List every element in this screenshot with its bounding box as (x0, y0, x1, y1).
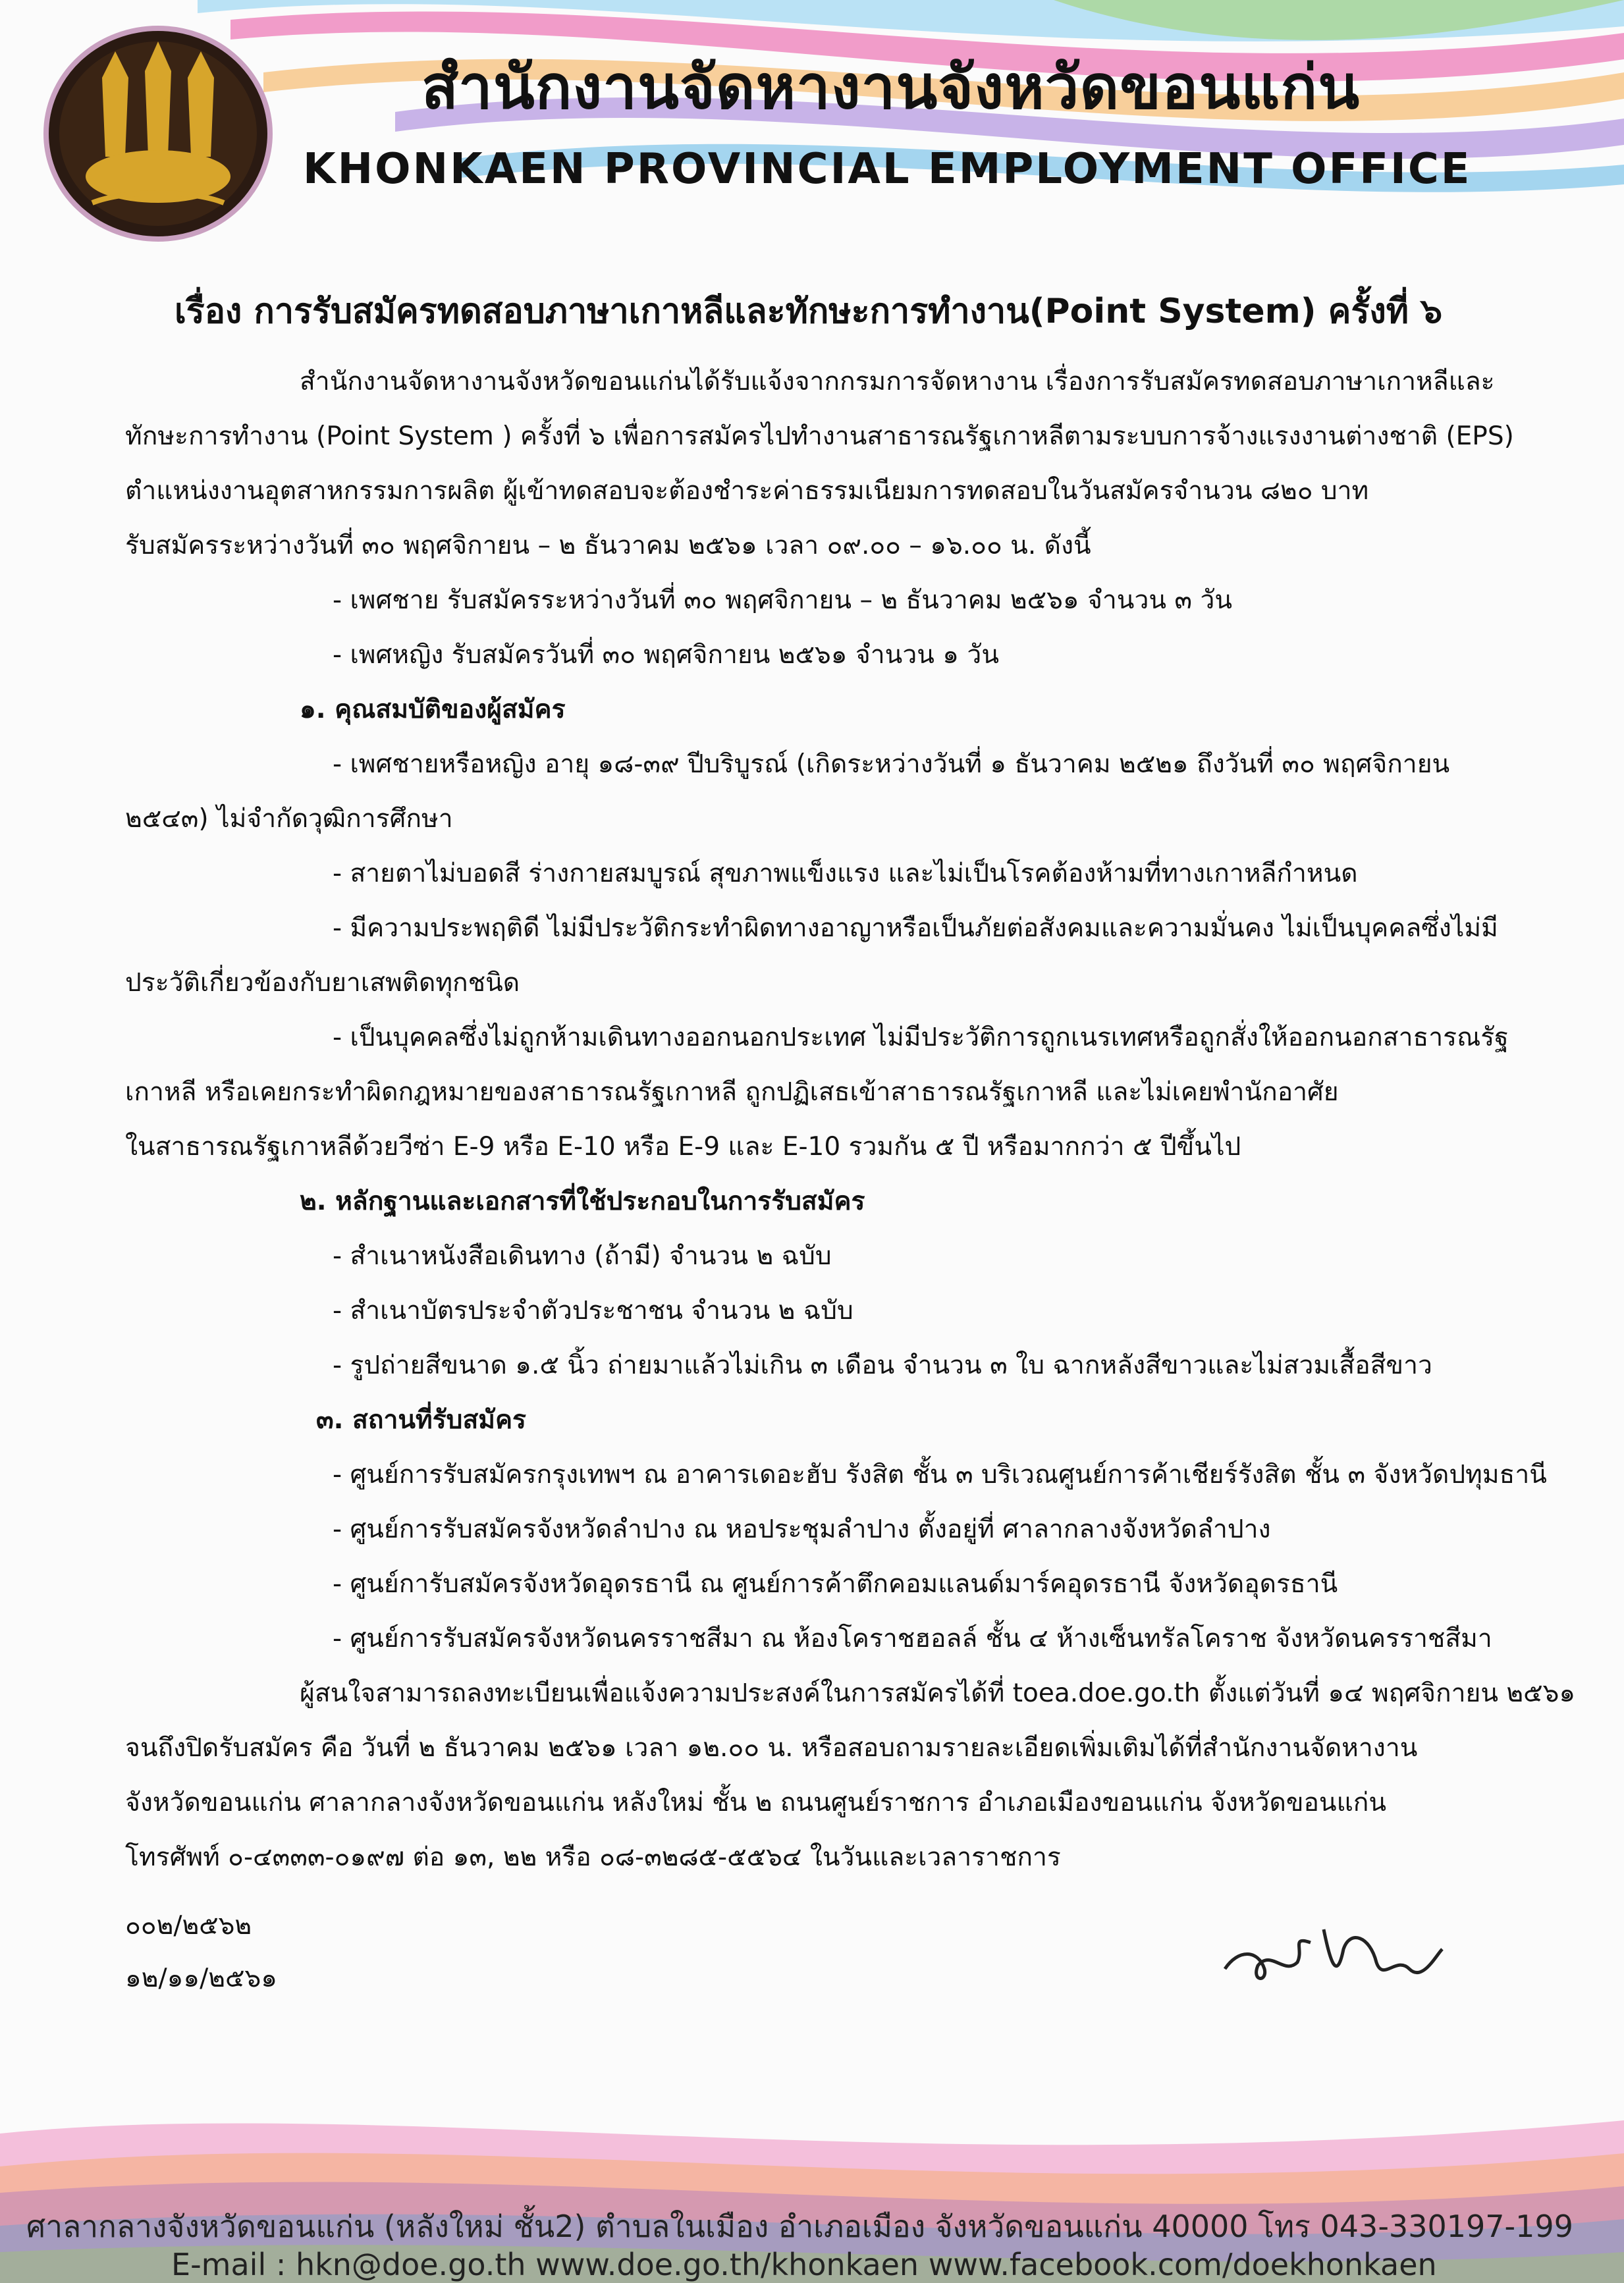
closing-line: จังหวัดขอนแก่น ศาลากลางจังหวัดขอนแก่น หลังใหม่ ชั้น ๒ ถนนศูนย์ราชการ อำเภอเมืองขอนแก่น จังหวัดขอนแก่น (125, 1788, 1386, 1817)
closing-line: โทรศัพท์ ๐-๔๓๓๓-๐๑๙๗ ต่อ ๑๓, ๒๒ หรือ ๐๘-๓๒๘๕-๕๕๖๔ ในวันและเวลาราชการ (125, 1842, 1061, 1872)
qualification-line: - สายตาไม่บอดสี ร่างกายสมบูรณ์ สุขภาพแข็งแรง และไม่เป็นโรคต้องห้ามที่ทางเกาหลีกำหนด (333, 859, 1358, 888)
qualification-line: - เพศชายหรือหญิง อายุ ๑๘-๓๙ ปีบริบูรณ์ (เกิดระหว่างวันที่ ๑ ธันวาคม ๒๕๒๑ ถึงวันที่ ๓๐ พฤศจิกายน (333, 749, 1450, 779)
qualification-line: - เป็นบุคคลซึ่งไม่ถูกห้ามเดินทางออกนอกประเทศ ไม่มีประวัติการถูกเนรเทศหรือถูกสั่งให้ออกนอกสาธารณรัฐ (333, 1023, 1509, 1052)
document-subject: เรื่อง การรับสมัครทดสอบภาษาเกาหลีและทักษะการทำงาน(Point System) ครั้งที่ ๖ (175, 292, 1443, 331)
qualification-line: - มีความประพฤติดี ไม่มีประวัติกระทำผิดทางอาญาหรือเป็นภัยต่อสังคมและความมั่นคง ไม่เป็นบุคคลซึ่งไม่มี (333, 913, 1498, 943)
qualification-line: ๒๕๔๓) ไม่จำกัดวุฒิการศึกษา (125, 804, 453, 834)
closing-line: จนถึงปิดรับสมัคร คือ วันที่ ๒ ธันวาคม ๒๕๖๑ เวลา ๑๒.๐๐ น. หรือสอบถามรายละเอียดเพิ่มเติมได้ที่สำนักงานจัดหางาน (125, 1733, 1418, 1763)
location-item: - ศูนย์การับสมัครจังหวัดอุดรธานี ณ ศูนย์การค้าตึกคอมแลนด์มาร์คอุดรธานี จังหวัดอุดรธานี (333, 1569, 1338, 1599)
footer-address: ศาลากลางจังหวัดขอนแก่น (หลังใหม่ ชั้น2) ตำบลในเมือง อำเภอเมือง จังหวัดขอนแก่น 40000 โทร 043-330197-199 (26, 2209, 1573, 2244)
location-item: - ศูนย์การรับสมัครกรุงเทพฯ ณ อาคารเดอะฮับ รังสิต ชั้น ๓ บริเวณศูนย์การค้าเชียร์รังสิต ชั้น ๓ จังหวัดปทุมธานี (333, 1460, 1547, 1490)
qualification-line: ประวัติเกี่ยวข้องกับยาเสพติดทุกชนิด (125, 968, 520, 998)
footer-contacts: E-mail : hkn@doe.go.th www.doe.go.th/khonkaen www.facebook.com/doekhonkaen (171, 2247, 1437, 2282)
signature (1212, 1910, 1449, 2002)
qualification-line: เกาหลี หรือเคยกระทำผิดกฎหมายของสาธารณรัฐเกาหลี ถูกปฏิเสธเข้าสาธารณรัฐเกาหลี และไม่เคยพำนักอาศัย (125, 1077, 1339, 1107)
section-1-heading: ๑. คุณสมบัติของผู้สมัคร (300, 695, 566, 724)
section-3-heading: ๓. สถานที่รับสมัคร (316, 1405, 526, 1435)
org-name-thai: สำนักงานจัดหางานจังหวัดขอนแก่น (421, 52, 1361, 122)
qualification-line: ในสาธารณรัฐเกาหลีด้วยวีซ่า E-9 หรือ E-10 หรือ E-9 และ E-10 รวมกัน ๕ ปี หรือมากกว่า ๕ ปีขึ้นไป (125, 1132, 1241, 1162)
office-seal-logo (40, 25, 288, 246)
reference-number: ๐๐๒/๒๕๖๒ (125, 1911, 252, 1941)
closing-line: ผู้สนใจสามารถลงทะเบียนเพื่อแจ้งความประสงค์ในการสมัครได้ที่ toea.doe.go.th ตั้งแต่วันที่ ๑๔ พฤศจิกายน ๒๕๖๑ (300, 1679, 1576, 1708)
section-2-heading: ๒. หลักฐานและเอกสารที่ใช้ประกอบในการรับสมัคร (300, 1187, 865, 1216)
location-item: - ศูนย์การรับสมัครจังหวัดลำปาง ณ หอประชุมลำปาง ตั้งอยู่ที่ ศาลากลางจังหวัดลำปาง (333, 1515, 1271, 1544)
schedule-item: - เพศชาย รับสมัครระหว่างวันที่ ๓๐ พฤศจิกายน – ๒ ธันวาคม ๒๕๖๑ จำนวน ๓ วัน (333, 585, 1233, 615)
intro-line: รับสมัครระหว่างวันที่ ๓๐ พฤศจิกายน – ๒ ธันวาคม ๒๕๖๑ เวลา ๐๙.๐๐ – ๑๖.๐๐ น. ดังนี้ (125, 531, 1091, 560)
intro-line: ตำแหน่งงานอุตสาหกรรมการผลิต ผู้เข้าทดสอบจะต้องชำระค่าธรรมเนียมการทดสอบในวันสมัครจำนวน ๘๒๐ บาท (125, 476, 1369, 506)
intro-line: สำนักงานจัดหางานจังหวัดขอนแก่นได้รับแจ้งจากกรมการจัดหางาน เรื่องการรับสมัครทดสอบภาษาเกาหลีและ (300, 367, 1495, 396)
org-name-english: KHONKAEN PROVINCIAL EMPLOYMENT OFFICE (303, 145, 1472, 194)
location-item: - ศูนย์การรับสมัครจังหวัดนครราชสีมา ณ ห้องโคราชฮอลล์ ชั้น ๔ ห้างเซ็นทรัลโคราช จังหวัดนครราชสีมา (333, 1624, 1492, 1653)
reference-date: ๑๒/๑๑/๒๕๖๑ (125, 1964, 277, 1993)
document-item: - สำเนาบัตรประจำตัวประชาชน จำนวน ๒ ฉบับ (333, 1296, 853, 1326)
intro-line: ทักษะการทำงาน (Point System ) ครั้งที่ ๖ เพื่อการสมัครไปทำงานสาธารณรัฐเกาหลีตามระบบการจ้างแรงงานต่างชาติ (EPS) (125, 421, 1514, 451)
schedule-item: - เพศหญิง รับสมัครวันที่ ๓๐ พฤศจิกายน ๒๕๖๑ จำนวน ๑ วัน (333, 640, 999, 670)
document-item: - รูปถ่ายสีขนาด ๑.๕ นิ้ว ถ่ายมาแล้วไม่เกิน ๓ เดือน จำนวน ๓ ใบ ฉากหลังสีขาวและไม่สวมเสื้อสีขาว (333, 1351, 1432, 1380)
document-item: - สำเนาหนังสือเดินทาง (ถ้ามี) จำนวน ๒ ฉบับ (333, 1241, 832, 1271)
